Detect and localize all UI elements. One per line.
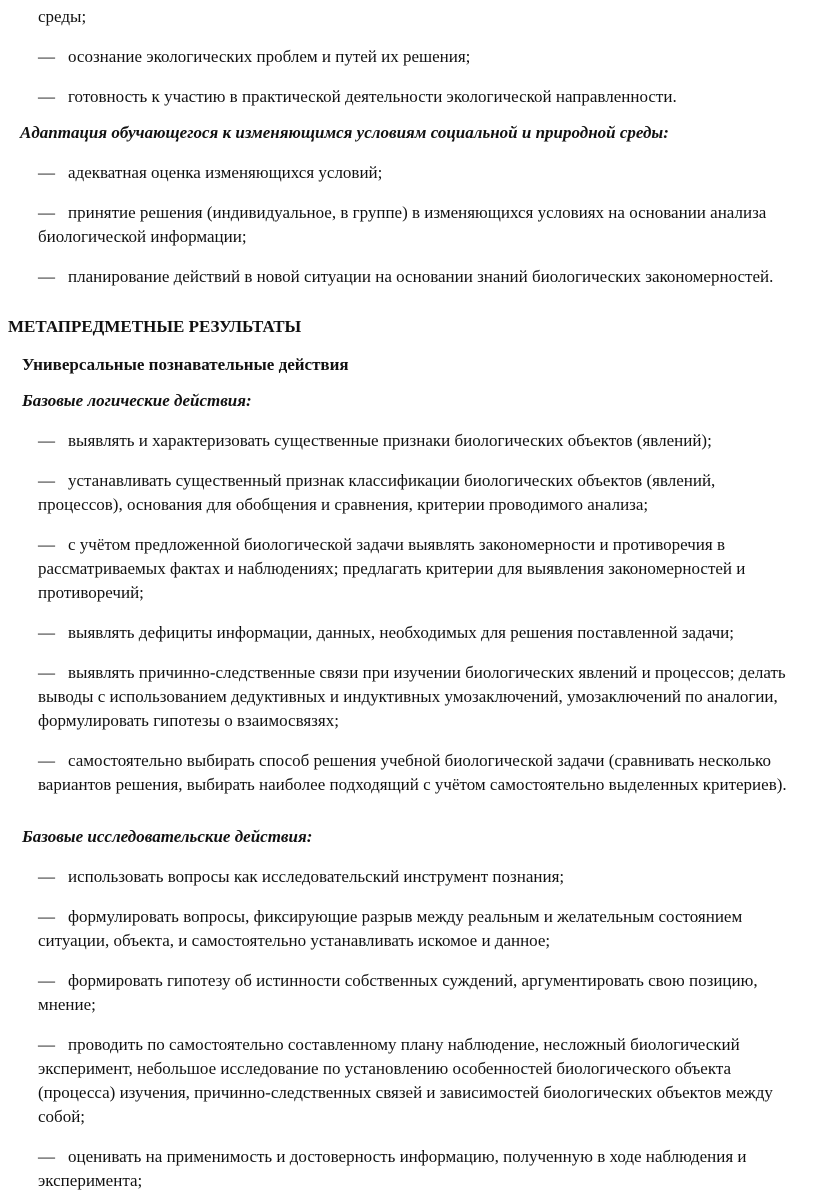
list-item-text: с учётом предложенной биологической задачи выявлять закономерности и противоречия в рассматриваемых фактах и наблюдениях; предлагать критерии для выявления закономерностей и противоречий; — [38, 535, 746, 602]
list-item-text: использовать вопросы как исследовательский инструмент познания; — [68, 867, 565, 886]
dash-marker: — — [38, 471, 55, 490]
list-item — [38, 45, 798, 69]
list-item — [38, 661, 798, 733]
dash-marker: — — [38, 1147, 55, 1166]
section-title: МЕТАПРЕДМЕТНЫЕ РЕЗУЛЬТАТЫ — [8, 317, 302, 336]
dash-marker: — — [38, 907, 55, 926]
list-item — [38, 161, 798, 185]
dash-marker: — — [38, 867, 55, 886]
list-item — [38, 1033, 798, 1129]
dash-marker: — — [38, 87, 55, 106]
list-item — [38, 533, 798, 605]
heading-logic: Базовые логические действия: — [22, 391, 252, 410]
subsection-title: Универсальные познавательные действия — [22, 355, 349, 374]
list-item-text: устанавливать существенный признак классификации биологических объектов (явлений, процессов), основания для обобщения и сравнения, критерии проводимого анализа; — [38, 471, 716, 514]
document-page — [0, 5, 816, 1189]
dash-marker: — — [38, 535, 55, 554]
list-item — [38, 865, 798, 889]
list-item-text: осознание экологических проблем и путей их решения; — [68, 47, 471, 66]
list-item — [38, 1145, 798, 1193]
dash-marker: — — [38, 163, 55, 182]
list-item — [38, 469, 798, 517]
dash-marker: — — [38, 623, 55, 642]
list-item — [38, 85, 798, 109]
list-item — [38, 969, 798, 1017]
heading-research: Базовые исследовательские действия: — [22, 827, 313, 846]
list-item-text: формулировать вопросы, фиксирующие разрыв между реальным и желательным состоянием ситуации, объекта, и самостоятельно устанавливать искомое и данное; — [38, 907, 743, 950]
list-item-text: оценивать на применимость и достоверность информацию, полученную в ходе наблюдения и эксперимента; — [38, 1147, 747, 1190]
dash-marker: — — [38, 1035, 55, 1054]
heading-adaptation: Адаптация обучающегося к изменяющимся условиям социальной и природной среды: — [20, 123, 669, 142]
list-item — [38, 905, 798, 953]
list-item — [38, 265, 798, 289]
list-item-text: планирование действий в новой ситуации на основании знаний биологических закономерностей. — [68, 267, 774, 286]
continuation-line: среды; — [38, 7, 87, 26]
dash-marker: — — [38, 267, 55, 286]
dash-marker: — — [38, 47, 55, 66]
dash-marker: — — [38, 971, 55, 990]
list-item-text: принятие решения (индивидуальное, в группе) в изменяющихся условиях на основании анализа биологической информации; — [38, 203, 767, 246]
list-item — [38, 749, 798, 797]
list-item-text: выявлять дефициты информации, данных, необходимых для решения поставленной задачи; — [68, 623, 734, 642]
list-item-text: самостоятельно выбирать способ решения учебной биологической задачи (сравнивать несколько вариантов решения, выбирать наиболее подходящий с учётом самостоятельно выделенных критериев). — [38, 751, 787, 794]
list-item — [38, 621, 798, 645]
list-item-text: адекватная оценка изменяющихся условий; — [68, 163, 383, 182]
dash-marker: — — [38, 203, 55, 222]
list-item-text: выявлять причинно-следственные связи при изучении биологических явлений и процессов; делать выводы с использованием дедуктивных и индуктивных умозаключений, умозаключений по аналогии, формулировать гипотезы о взаимосвязях; — [38, 663, 786, 730]
list-item-text: проводить по самостоятельно составленному плану наблюдение, несложный биологический эксперимент, небольшое исследование по установлению особенностей биологического объекта (процесса) изучения, причинно-следственных связей и зависимостей биологических объектов между собой; — [38, 1035, 773, 1126]
list-item-text: готовность к участию в практической деятельности экологической направленности. — [68, 87, 677, 106]
dash-marker: — — [38, 431, 55, 450]
list-item — [38, 429, 798, 453]
dash-marker: — — [38, 663, 55, 682]
list-item-text: формировать гипотезу об истинности собственных суждений, аргументировать свою позицию, мнение; — [38, 971, 758, 1014]
dash-marker: — — [38, 751, 55, 770]
list-item-text: выявлять и характеризовать существенные признаки биологических объектов (явлений); — [68, 431, 712, 450]
list-item — [38, 201, 798, 249]
